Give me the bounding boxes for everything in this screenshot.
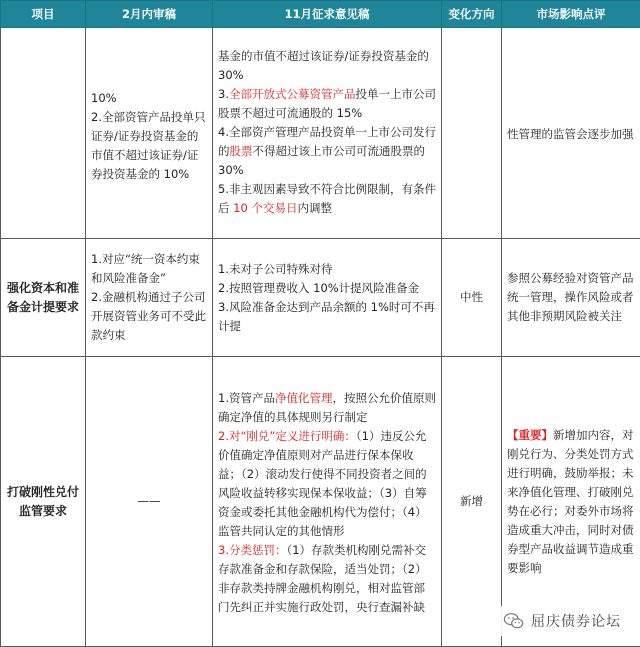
text-fragment: 不得超过该上市公司可流通股票的 30% bbox=[218, 144, 425, 177]
text-fragment: ，按照公允价值原则确定净值的具体规则另行制定 bbox=[218, 391, 436, 424]
table-header-row bbox=[1, 1, 640, 28]
header-item: 项目 bbox=[1, 1, 86, 28]
text-fragment: 3. bbox=[218, 87, 229, 101]
row2-topic: 强化资本和准备金计提要求 bbox=[1, 239, 86, 357]
row2-feb bbox=[86, 239, 213, 357]
row2-nov-line: 1.未对子公司特殊对待 bbox=[218, 260, 436, 279]
row1-topic bbox=[1, 28, 86, 239]
table-row bbox=[1, 28, 640, 239]
row3-nov-line bbox=[218, 389, 436, 427]
row2-nov-line: 2.按照管理费收入 10%计提风险准备金 bbox=[218, 279, 436, 298]
row1-comment: 性管理的监管会逐步加强 bbox=[502, 28, 640, 239]
highlight-text: 全部开放式公募资管产品 bbox=[229, 87, 356, 101]
row2-feb-line: 2.金融机构通过子公司开展资管业务可不受此款约束 bbox=[91, 288, 207, 345]
row1-nov-line: 基金的市值不超过该证券/证券投资基金的 30% bbox=[218, 47, 436, 85]
row1-nov bbox=[213, 28, 442, 239]
row1-nov-line bbox=[218, 123, 436, 180]
row1-feb-line: 2.全部资管产品投单只证券/证券投资基金的市值不超过该证券/证券投资基金的 10% bbox=[91, 108, 207, 184]
text-fragment: 5.非主观因素导致不符合比例限制，有条件后 bbox=[218, 182, 436, 215]
row2-comment: 参照公募经验对资管产品统一管理，操作风险或者其他非预期风险被关注 bbox=[502, 239, 640, 357]
wechat-icon bbox=[503, 610, 525, 632]
header-nov-draft: 11月征求意见稿 bbox=[213, 1, 442, 28]
watermark bbox=[497, 606, 639, 636]
text-fragment: （1）存款类机构刚兑需补交存款准备金和存款保险，适当处罚；（2）非存款类持牌金融机构刚兑，相对监管部门先纠正并实施行政处罚，央行查漏补缺 bbox=[218, 543, 427, 614]
text-fragment: 4.全部资产管理产品投资单一上市公司发行的 bbox=[218, 125, 436, 158]
watermark-text: 屈庆债券论坛 bbox=[531, 611, 621, 631]
table-row bbox=[1, 239, 640, 357]
row3-direction: 新增 bbox=[442, 357, 502, 647]
row1-feb bbox=[86, 28, 213, 239]
row3-topic: 打破刚性兑付监管要求 bbox=[1, 357, 86, 647]
row1-feb-line: 10% bbox=[91, 89, 207, 108]
row2-nov-line: 3.风险准备金达到产品余额的 1%时可不再计提 bbox=[218, 298, 436, 336]
header-comment: 市场影响点评 bbox=[502, 1, 640, 28]
row2-direction: 中性 bbox=[442, 239, 502, 357]
row3-comment bbox=[502, 357, 640, 647]
row2-nov bbox=[213, 239, 442, 357]
text-fragment: 1.资管产品 bbox=[218, 391, 275, 405]
highlight-text: 10 个交易日 bbox=[233, 201, 297, 215]
highlight-text: 3.分类惩罚： bbox=[218, 543, 286, 557]
row3-nov-line bbox=[218, 427, 436, 541]
row3-comment-text: 新增加内容，对刚兑行为、分类处罚方式进行明确，鼓励举报；未来净值化管理、打破刚兑势在必行；对委外市场将造成重大冲击，同时对债券型产品收益调节造成重要影响 bbox=[507, 428, 634, 575]
text-fragment: （1）违反公允价值确定净值原则对产品进行保本保收益；（2）滚动发行使得不同投资者之间的风险收益转移实现保本保收益；（3）自筹资金或委托其他金融机构代为偿付；（4）监管共同认定的其他情形 bbox=[218, 429, 427, 538]
row3-nov bbox=[213, 357, 442, 647]
row1-nov-line bbox=[218, 85, 436, 123]
important-tag: 【重要】 bbox=[507, 428, 553, 442]
table-row bbox=[1, 357, 640, 647]
text-fragment: 投单一上市公司股票不超过可流通股的 15% bbox=[218, 87, 436, 120]
row1-direction bbox=[442, 28, 502, 239]
highlight-text: 净值化管理 bbox=[275, 391, 333, 405]
highlight-text: 2.对“刚兑”定义进行明确： bbox=[218, 429, 356, 443]
row3-feb: —— bbox=[86, 357, 213, 647]
row3-nov-line bbox=[218, 541, 436, 617]
highlight-text: 股票 bbox=[230, 144, 253, 158]
text-fragment: 内调整 bbox=[297, 201, 332, 215]
row1-nov-line bbox=[218, 180, 436, 218]
header-feb-draft: 2月内审稿 bbox=[86, 1, 213, 28]
row2-feb-line: 1.对应“统一资本约束和风险准备金” bbox=[91, 250, 207, 288]
header-direction: 变化方向 bbox=[442, 1, 502, 28]
